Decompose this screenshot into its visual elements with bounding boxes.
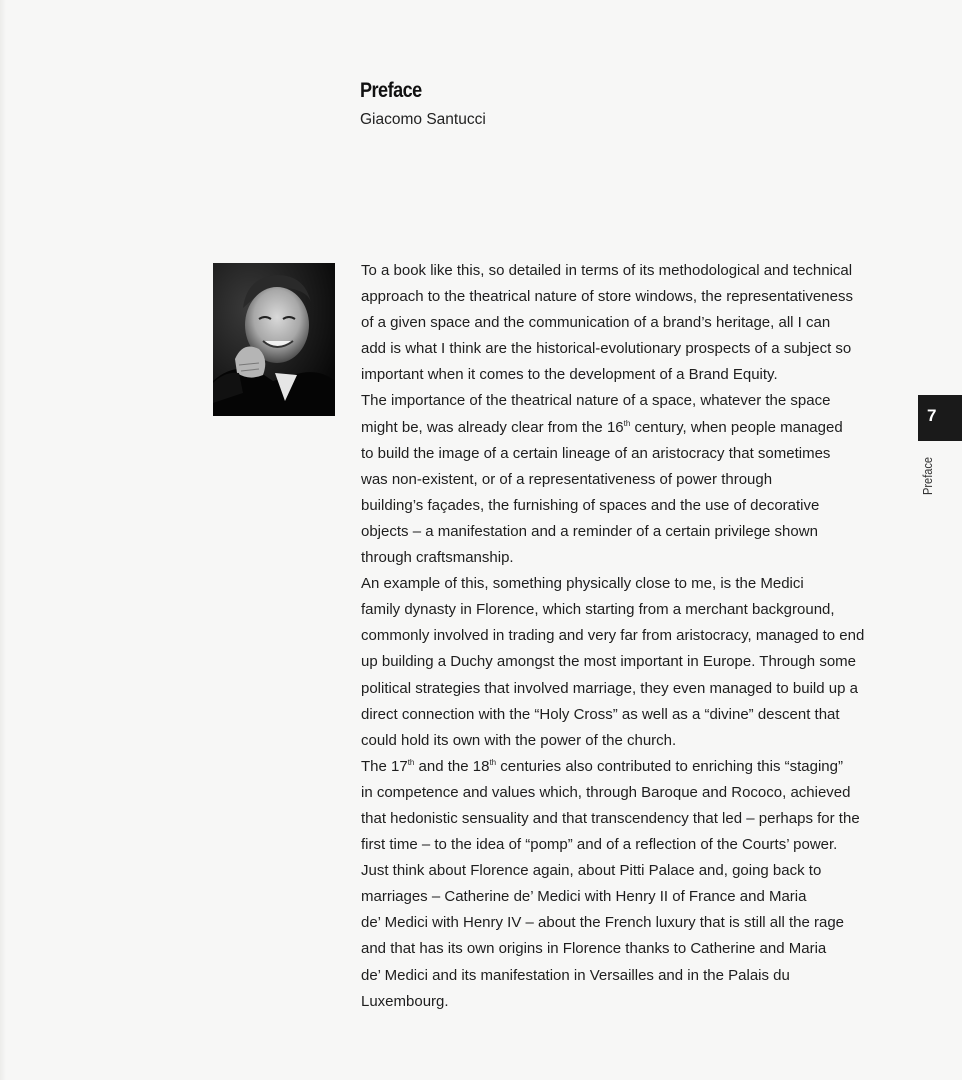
text-line: in competence and values which, through Baroque and Rococo, achieved xyxy=(361,783,851,801)
text-line: and that has its own origins in Florence thanks to Catherine and Maria xyxy=(361,940,827,958)
text-segment: The 17 xyxy=(361,757,408,775)
text-segment: century, when people managed xyxy=(630,418,843,436)
text-line: first time – to the idea of “pomp” and of a reflection of the Courts’ power. xyxy=(361,836,838,854)
text-line: The importance of the theatrical nature of a space, whatever the space xyxy=(361,392,831,410)
text-line: commonly involved in trading and very far from aristocracy, managed to end xyxy=(361,627,865,645)
author-name: Giacomo Santucci xyxy=(360,111,486,128)
text-line: To a book like this, so detailed in terms of its methodological and technical xyxy=(361,262,853,279)
text-line: family dynasty in Florence, which starting from a merchant background, xyxy=(361,601,835,619)
page-number-tab xyxy=(918,395,962,441)
text-segment: and the 18 xyxy=(414,757,490,775)
text-line: An example of this, something physically close to me, is the Medici xyxy=(361,575,804,593)
author-portrait xyxy=(213,263,335,416)
text-line: add is what I think are the historical-evolutionary prospects of a subject so xyxy=(361,340,852,358)
text-line: direct connection with the “Holy Cross” as well as a “divine” descent that xyxy=(361,705,840,723)
page-number: 7 xyxy=(927,406,937,425)
text-line: de’ Medici with Henry IV – about the French luxury that is still all the rage xyxy=(361,914,845,932)
section-side-label: Preface xyxy=(920,456,935,495)
text-line: building’s façades, the furnishing of spaces and the use of decorative xyxy=(361,496,820,514)
text-line: up building a Duchy amongst the most important in Europe. Through some xyxy=(361,653,856,671)
page-binding-shadow xyxy=(0,0,6,1080)
text-line: de’ Medici and its manifestation in Versailles and in the Palais du xyxy=(361,966,790,984)
preface-body-text xyxy=(361,258,906,1015)
ordinal-superscript: th xyxy=(407,757,415,767)
text-line: was non-existent, or of a representativeness of power through xyxy=(361,470,773,488)
text-line xyxy=(361,754,906,780)
text-line: marriages – Catherine de’ Medici with Henry II of France and Maria xyxy=(361,888,807,906)
text-line: political strategies that involved marriage, they even managed to build up a xyxy=(361,679,858,697)
text-line xyxy=(361,415,906,441)
text-segment: might be, was already clear from the 16 xyxy=(361,418,624,436)
portrait-photo-icon xyxy=(213,263,335,416)
page-title: Preface xyxy=(360,79,422,102)
text-line: that hedonistic sensuality and that transcendency that led – perhaps for the xyxy=(361,809,860,827)
ordinal-superscript: th xyxy=(489,757,497,767)
text-line: objects – a manifestation and a reminder of a certain privilege shown xyxy=(361,522,818,540)
text-line: Just think about Florence again, about Pitti Palace and, going back to xyxy=(361,862,822,880)
text-line: approach to the theatrical nature of store windows, the representativeness xyxy=(361,288,853,306)
text-line: could hold its own with the power of the church. xyxy=(361,731,677,749)
ordinal-superscript: th xyxy=(623,418,631,428)
text-line: of a given space and the communication of a brand’s heritage, all I can xyxy=(361,314,831,332)
text-line: through craftsmanship. xyxy=(361,549,514,567)
text-segment: centuries also contributed to enriching this “staging” xyxy=(496,757,843,775)
text-line: Luxembourg. xyxy=(361,992,449,1010)
text-line: important when it comes to the development of a Brand Equity. xyxy=(361,366,778,384)
text-line: to build the image of a certain lineage of an aristocracy that sometimes xyxy=(361,444,831,462)
